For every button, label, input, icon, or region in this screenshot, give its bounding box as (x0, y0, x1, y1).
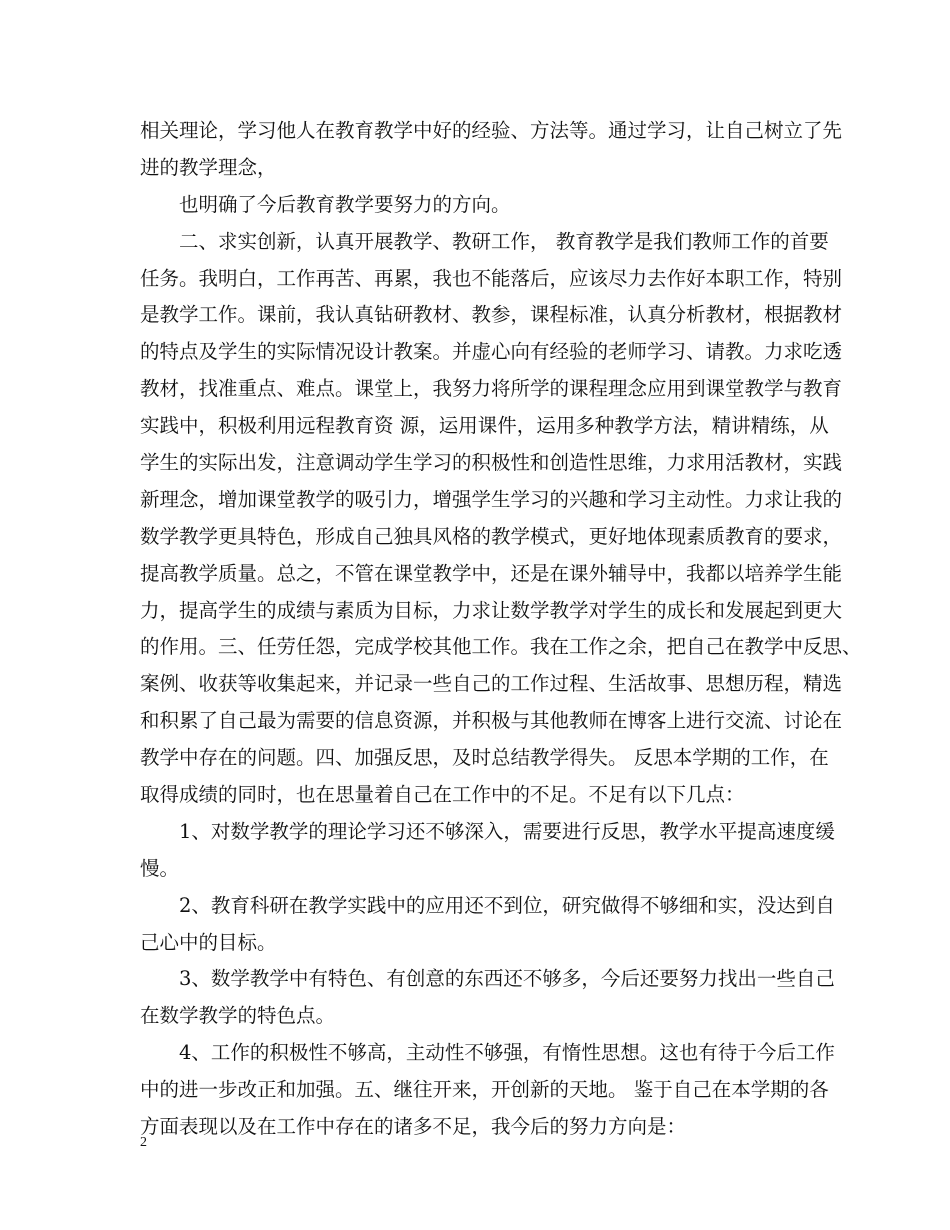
text-line: 教学中存在的问题。四、加强反思，及时总结教学得失。 反思本学期的工作，在 (140, 746, 829, 770)
text-line: 任务。我明白，工作再苦、再累，我也不能落后，应该尽力去作好本职工作，特别 (140, 266, 843, 290)
text-line: 教材，找准重点、难点。课堂上，我努力将所学的课程理念应用到课堂教学与教育 (140, 377, 843, 401)
text-line: 中的进一步改正和加强。五、继往开来，开创新的天地。 鉴于自己在本学期的各 (140, 1078, 829, 1102)
text-line: 的特点及学生的实际情况设计教案。并虚心向有经验的老师学习、请教。力求吃透 (140, 340, 843, 364)
text-line: 学生的实际出发，注意调动学生学习的积极性和创造性思维，力求用活教材，实践 (140, 451, 843, 475)
text-line: 的作用。三、任劳任怨，完成学校其他工作。我在工作之余，把自己在教学中反思、 (140, 635, 862, 659)
page-number: 2 (140, 1135, 147, 1150)
text-line: 4、工作的积极性不够高，主动性不够强，有惰性思想。这也有待于今后工作 (179, 1041, 835, 1065)
text-line: 在数学教学的特色点。 (140, 1004, 336, 1028)
text-line: 慢。 (140, 856, 180, 880)
text-line: 也明确了今后教育教学要努力的方向。 (179, 192, 511, 216)
text-line: 数学教学更具特色，形成自己独具风格的教学模式，更好地体现素质教育的要求， (140, 524, 843, 548)
text-line: 案例、收获等收集起来，并记录一些自己的工作过程、生活故事、思想历程，精选 (140, 672, 843, 696)
text-line: 是教学工作。课前，我认真钻研教材、教参，课程标准，认真分析教材，根据教材 (140, 303, 843, 327)
text-line: 2、教育科研在教学实践中的应用还不到位，研究做得不够细和实，没达到自 (179, 893, 835, 917)
text-line: 相关理论，学习他人在教育教学中好的经验、方法等。通过学习，让自己树立了先 (140, 119, 843, 142)
text-line: 进的教学理念， (140, 155, 277, 179)
text-line: 方面表现以及在工作中存在的诸多不足，我今后的努力方向是： (140, 1115, 687, 1139)
text-line: 实践中，积极利用远程教育资 源，运用课件，运用多种教学方法，精讲精练，从 (140, 414, 829, 438)
text-line: 取得成绩的同时，也在思量着自己在工作中的不足。不足有以下几点： (140, 783, 745, 807)
text-line: 和积累了自己最为需要的信息资源，并积极与其他教师在博客上进行交流、讨论在 (140, 709, 843, 733)
text-line: 己心中的目标。 (140, 930, 277, 954)
text-line: 新理念，增加课堂教学的吸引力，增强学生学习的兴趣和学习主动性。力求让我的 (140, 487, 843, 511)
text-line: 3、数学教学中有特色、有创意的东西还不够多，今后还要努力找出一些自己 (179, 967, 835, 991)
text-line: 二、求实创新，认真开展教学、教研工作， 教育教学是我们教师工作的首要 (179, 229, 829, 253)
text-line: 提高教学质量。总之，不管在课堂教学中，还是在课外辅导中，我都以培养学生能 (140, 561, 843, 585)
body-text (140, 113, 862, 1146)
text-line: 力，提高学生的成绩与素质为目标，力求让数学教学对学生的成长和发展起到更大 (140, 598, 843, 622)
text-line: 1、对数学教学的理论学习还不够深入，需要进行反思，教学水平提高速度缓 (179, 819, 835, 843)
